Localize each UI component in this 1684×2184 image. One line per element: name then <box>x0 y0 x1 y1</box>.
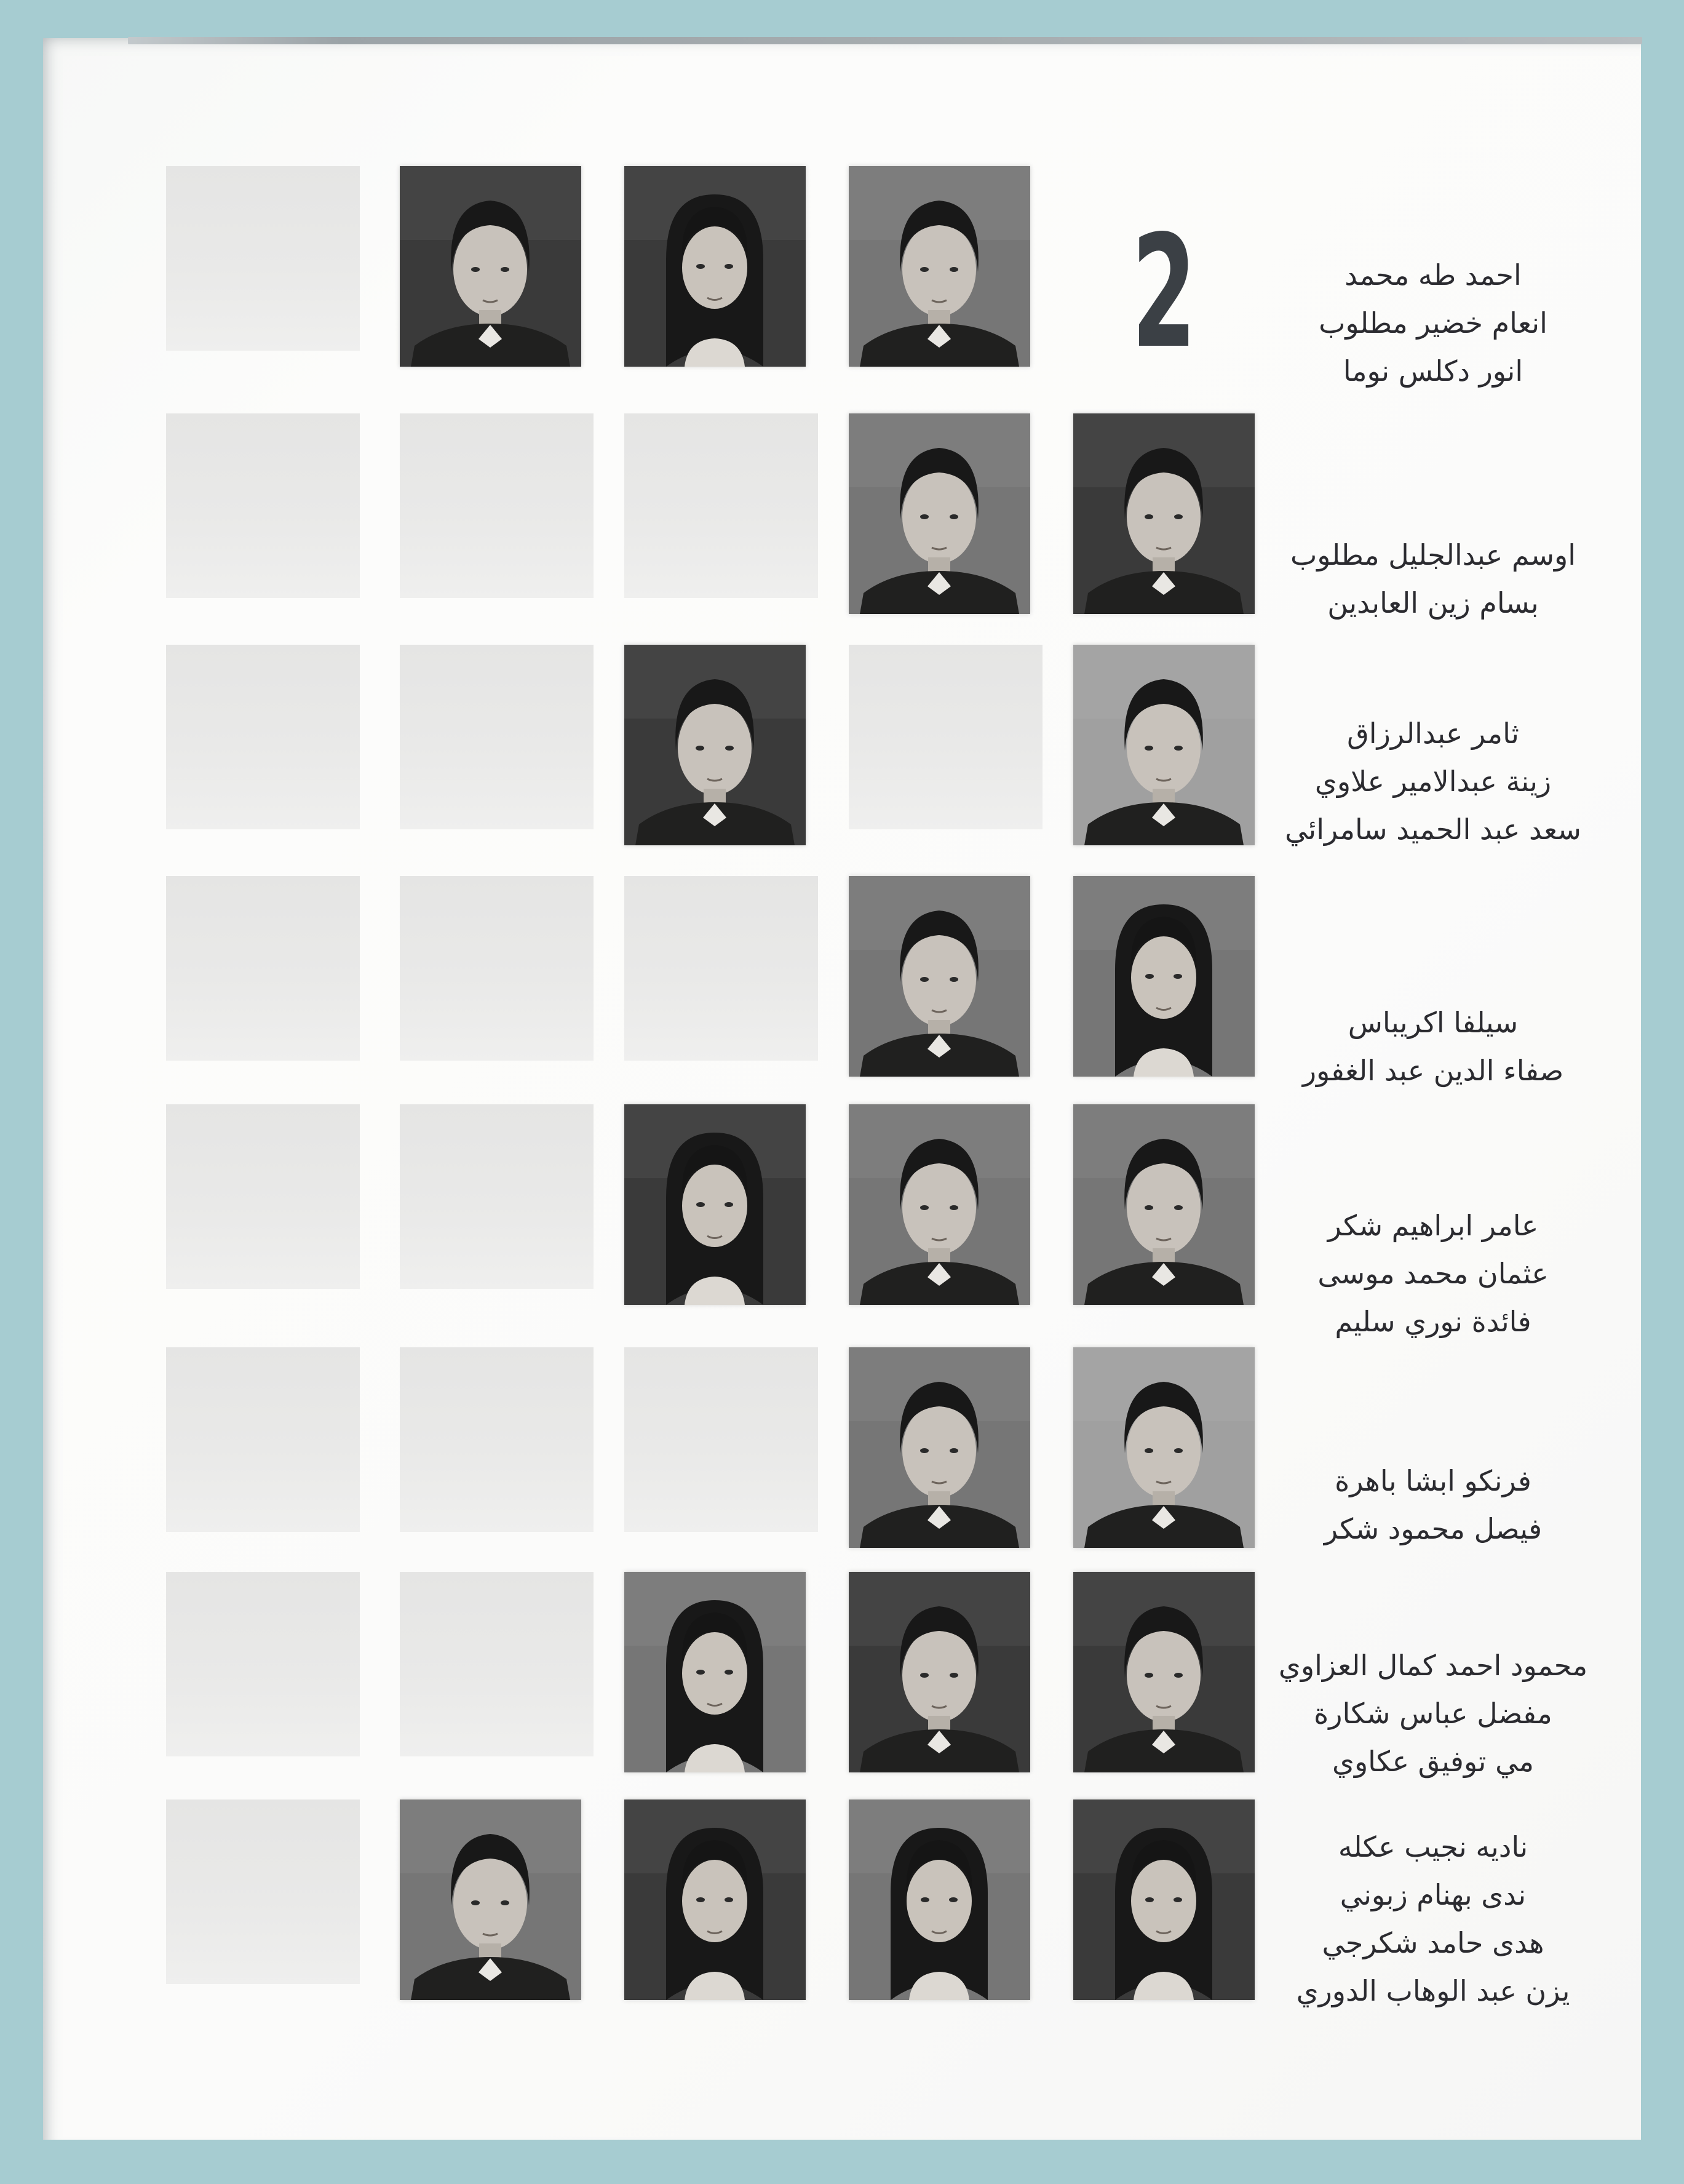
faded-photo-placeholder <box>400 1347 594 1532</box>
faded-photo-placeholder <box>166 1104 360 1289</box>
faded-photo-placeholder <box>166 413 360 598</box>
faded-photo-placeholder <box>166 166 360 351</box>
yearbook-page <box>43 38 1641 2140</box>
name-group-8 <box>1249 1823 1618 2015</box>
name-group-5 <box>1249 1202 1618 1345</box>
portrait-photo <box>1073 413 1255 614</box>
name-line: انور دكلس نوما <box>1343 354 1523 388</box>
portrait-photo <box>400 1799 581 2000</box>
name-line: فرنكو ابشا باهرة <box>1335 1464 1531 1497</box>
faded-photo-placeholder <box>400 876 594 1061</box>
name-line: ندى بهنام زبوني <box>1340 1878 1527 1911</box>
name-group-7 <box>1249 1641 1618 1785</box>
faded-photo-placeholder <box>166 1799 360 1984</box>
portrait-photo <box>849 1104 1030 1305</box>
name-line: سيلفا اكريباس <box>1348 1006 1519 1039</box>
faded-photo-placeholder <box>166 1347 360 1532</box>
name-line: احمد طه محمد <box>1344 258 1522 292</box>
name-group-3 <box>1249 709 1618 853</box>
name-line: فائدة نوري سليم <box>1335 1305 1531 1338</box>
portrait-photo <box>624 645 806 845</box>
faded-photo-placeholder <box>166 876 360 1061</box>
name-line: عامر ابراهيم شكر <box>1327 1209 1539 1242</box>
name-line: صفاء الدين عبد الغفور <box>1302 1054 1564 1087</box>
name-line: محمود احمد كمال العزاوي <box>1278 1649 1588 1682</box>
faded-photo-placeholder <box>166 1572 360 1756</box>
portrait-photo <box>400 166 581 367</box>
name-line: هدى حامد شكرجي <box>1322 1926 1544 1959</box>
name-line: سعد عبد الحميد سامرائي <box>1285 813 1581 846</box>
name-line: بسام زين العابدين <box>1327 586 1539 620</box>
portrait-photo <box>1073 1104 1255 1305</box>
faded-photo-placeholder <box>400 1572 594 1756</box>
faded-photo-placeholder <box>400 1104 594 1289</box>
faded-photo-placeholder <box>400 645 594 829</box>
name-line: مي توفيق عكاوي <box>1332 1745 1535 1778</box>
faded-photo-placeholder <box>624 1347 818 1532</box>
portrait-photo <box>624 166 806 367</box>
name-line: زينة عبدالامير علاوي <box>1314 765 1552 798</box>
faded-photo-placeholder <box>166 645 360 829</box>
faded-photo-placeholder <box>849 645 1043 829</box>
name-group-2 <box>1249 531 1618 627</box>
portrait-photo <box>849 413 1030 614</box>
portrait-photo <box>849 1799 1030 2000</box>
faded-photo-placeholder <box>400 413 594 598</box>
page-number: 2 <box>1132 202 1197 383</box>
faded-photo-placeholder <box>624 876 818 1061</box>
portrait-photo <box>624 1799 806 2000</box>
portrait-photo <box>849 166 1030 367</box>
name-column <box>1249 38 1618 2140</box>
portrait-photo <box>624 1104 806 1305</box>
portrait-photo <box>1073 1799 1255 2000</box>
name-group-6 <box>1249 1457 1618 1553</box>
name-line: عثمان محمد موسى <box>1317 1257 1549 1290</box>
name-line: ناديه نجيب عكله <box>1338 1830 1528 1863</box>
name-line: يزن عبد الوهاب الدوري <box>1296 1974 1570 2007</box>
portrait-photo <box>849 1572 1030 1772</box>
portrait-photo <box>849 876 1030 1077</box>
name-line: فيصل محمود شكر <box>1324 1512 1543 1545</box>
portrait-photo <box>1073 645 1255 845</box>
name-line: اوسم عبدالجليل مطلوب <box>1290 538 1576 572</box>
portrait-photo <box>1073 1572 1255 1772</box>
faded-photo-placeholder <box>624 413 818 598</box>
portrait-photo <box>849 1347 1030 1548</box>
name-line: ثامر عبدالرزاق <box>1347 717 1519 750</box>
name-group-1 <box>1249 251 1618 395</box>
name-group-4 <box>1249 998 1618 1094</box>
portrait-photo <box>624 1572 806 1772</box>
name-line: مفضل عباس شكارة <box>1314 1697 1552 1730</box>
portrait-photo <box>1073 1347 1255 1548</box>
portrait-photo <box>1073 876 1255 1077</box>
name-line: انعام خضير مطلوب <box>1319 306 1547 340</box>
